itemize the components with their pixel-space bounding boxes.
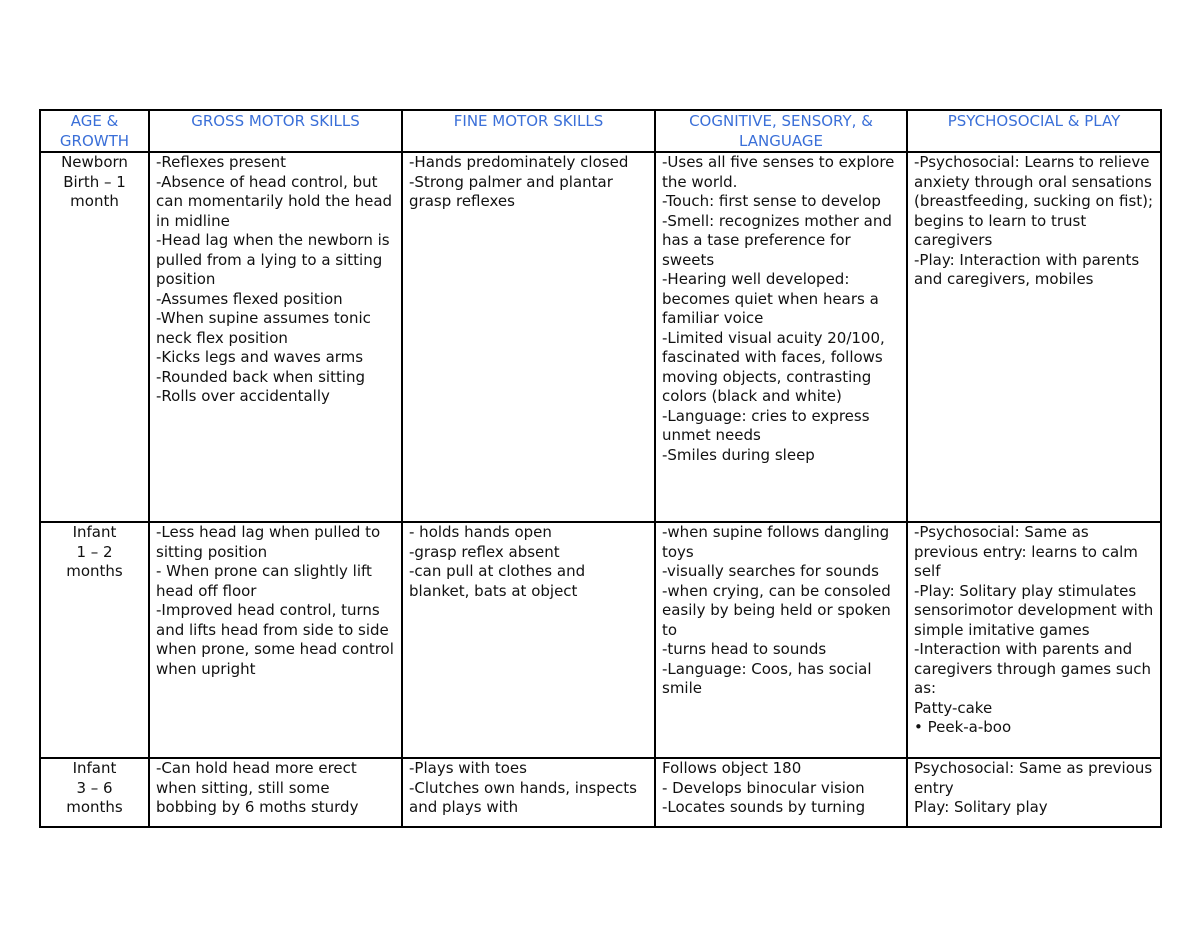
list-item: • Peek-a-boo [914,718,1012,736]
age-line: months [66,798,123,816]
list-item: -Play: Solitary play stimulates sensorimotor development with simple imitative games [914,581,1158,639]
list-item: -Touch: first sense to develop [662,192,881,210]
list-item: -Hearing well developed: becomes quiet when hears a familiar voice [662,270,884,327]
list-item: -Less head lag when pulled to sitting position [156,523,385,561]
header-psychosocial: PSYCHOSOCIAL & PLAY [907,110,1161,152]
fine-motor-cell [402,522,655,758]
list-item: -grasp reflex absent [409,542,560,561]
list-item: Patty-cake [914,698,993,717]
list-item: -when crying, can be consoled easily by being held or spoken to [662,581,896,639]
list-item: -Language: cries to express unmet needs [662,406,875,444]
list-item: - When prone can slightly lift head off floor [156,562,377,600]
list-item: -can pull at clothes and blanket, bats at object [409,562,590,600]
cognitive-cell [655,758,907,827]
list-item: -Strong palmer and plantar grasp reflexes [409,172,618,210]
fine-motor-cell [402,758,655,827]
list-item: -Clutches own hands, inspects and plays with [409,778,642,816]
list-item: -Head lag when the newborn is pulled from a lying to a sitting position [156,231,395,288]
list-item: Play: Solitary play [914,798,1048,816]
header-fine-motor: FINE MOTOR SKILLS [402,110,655,152]
list-item: -Psychosocial: Same as previous entry: learns to calm self [914,523,1143,580]
list-item: -Limited visual acuity 20/100, fascinated with faces, follows moving objects, contrasting colors (black and white) [662,328,890,405]
age-line: months [66,562,123,580]
list-item: -visually searches for sounds [662,562,879,580]
gross-motor-cell [149,758,402,827]
list-item: - Develops binocular vision [662,778,865,797]
list-item: -Interaction with parents and caregivers through games such as: [914,640,1156,697]
list-item: -Locates sounds by turning [662,798,866,816]
list-item: -Rounded back when sitting [156,367,366,386]
list-item: -Uses all five senses to explore the world. [662,153,900,191]
age-cell [40,152,149,522]
age-line: Newborn [61,153,128,171]
list-item: -Reflexes present [156,153,287,171]
list-item: -Can hold head more erect when sitting, still some bobbing by 6 moths sturdy [156,759,362,816]
header-row [40,110,1161,152]
list-item: -Play: Interaction with parents and caregivers, mobiles [914,250,1144,288]
development-table [39,109,1162,828]
header-cognitive: COGNITIVE, SENSORY, & LANGUAGE [655,110,907,152]
list-item: -turns head to sounds [662,640,827,658]
fine-motor-cell [402,152,655,522]
gross-motor-cell [149,152,402,522]
table-row [40,522,1161,758]
list-item: -Smell: recognizes mother and has a tase preference for sweets [662,211,897,269]
gross-motor-cell [149,522,402,758]
list-item: -Hands predominately closed [409,153,629,171]
age-line: 1 – 2 [76,542,113,561]
age-line: 3 – 6 [76,778,113,797]
list-item: -Plays with toes [409,759,527,777]
header-age-growth: AGE & GROWTH [40,110,149,152]
cognitive-cell [655,152,907,522]
cognitive-cell [655,522,907,758]
list-item: Psychosocial: Same as previous entry [914,759,1158,797]
list-item: -Psychosocial: Learns to relieve anxiety through oral sensations (breastfeeding, sucking on fist); begins to learn to trust caregivers [914,153,1158,249]
list-item: -Language: Coos, has social smile [662,659,877,697]
list-item: -Assumes flexed position [156,289,343,308]
age-line: month [70,192,119,210]
age-cell [40,758,149,827]
list-item: -When supine assumes tonic neck flex position [156,309,376,347]
list-item: -Rolls over accidentally [156,387,330,405]
age-line: Infant [72,523,117,541]
table-row [40,152,1161,522]
list-item: -Improved head control, turns and lifts head from side to side when prone, some head control when upright [156,601,399,678]
psychosocial-cell [907,152,1161,522]
psychosocial-cell [907,522,1161,758]
psychosocial-cell [907,758,1161,827]
list-item: Follows object 180 [662,759,802,777]
age-line: Infant [72,759,117,777]
list-item: - holds hands open [409,523,552,541]
age-line: Birth – 1 [63,172,126,191]
table-row [40,758,1161,827]
list-item: -Kicks legs and waves arms [156,348,364,366]
list-item: -Absence of head control, but can momentarily hold the head in midline [156,172,397,230]
list-item: -when supine follows dangling toys [662,523,894,561]
age-cell [40,522,149,758]
header-gross-motor: GROSS MOTOR SKILLS [149,110,402,152]
list-item: -Smiles during sleep [662,445,815,464]
